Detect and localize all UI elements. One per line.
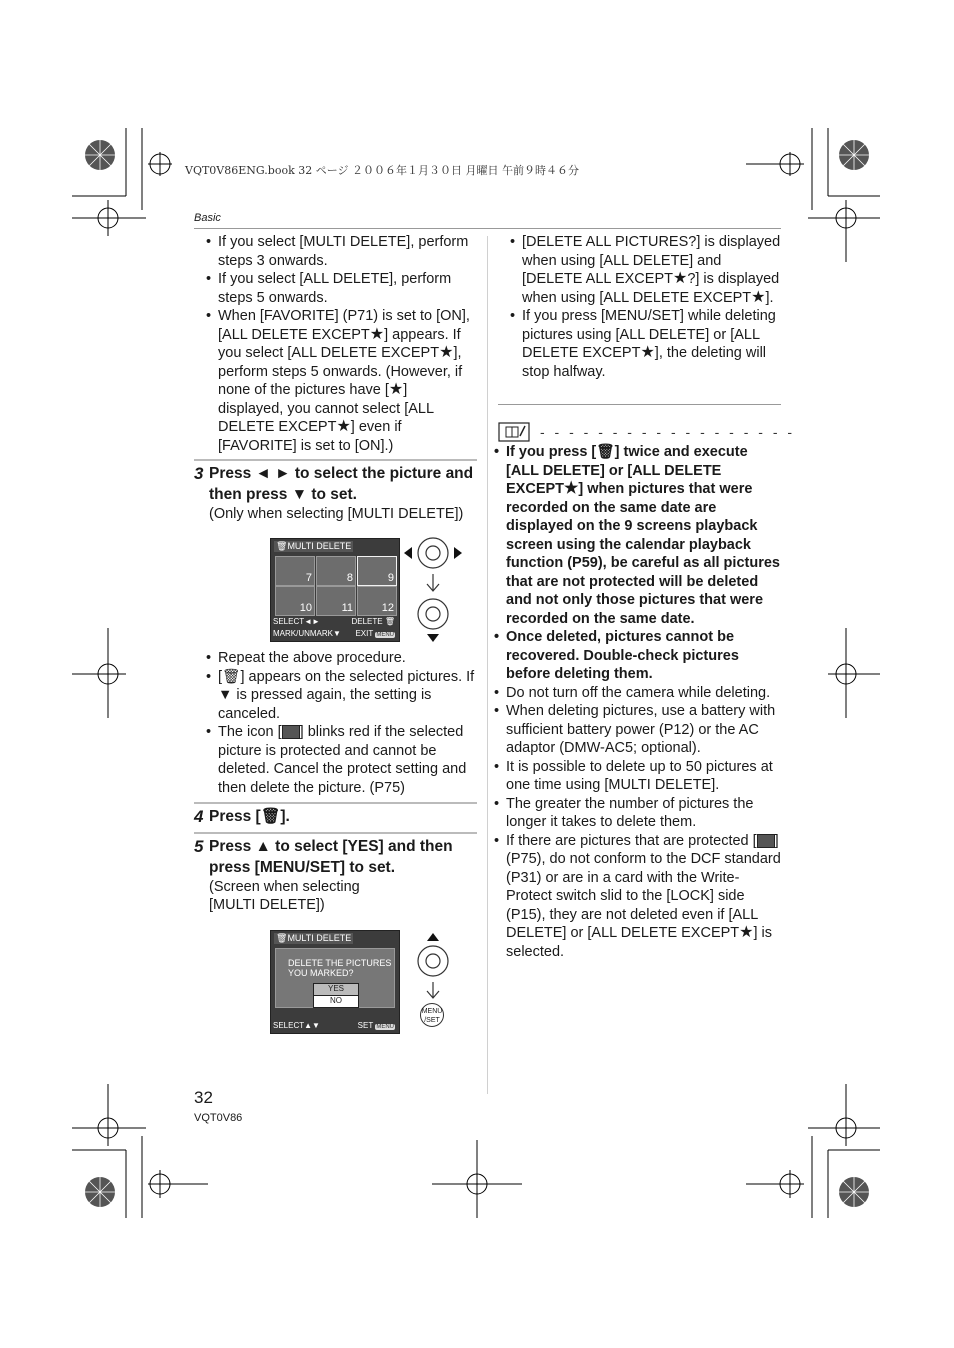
bullet-multi-delete: • If you select [MULTI DELETE], perform steps 3 onwards. — [206, 233, 476, 270]
multi-delete-screen — [270, 538, 400, 642]
notes-divider — [498, 404, 781, 405]
screen-title: 🗑MULTI DELETE — [276, 541, 352, 551]
thumbnail[interactable]: 12 — [357, 586, 397, 616]
note-protected: • If there are pictures that are protected [ ] (P75), do not conform to the DCF standard (P31) or are in a card with the Write-Protect switch slid to the [LOCK] side (P15), they are not deleted even if [ALL DELETE] or [ALL DELETE EXCEPT★] is selected. — [494, 832, 782, 962]
screen-mark-label: MARK/UNMARK▼ — [273, 629, 341, 638]
step-divider — [194, 832, 477, 834]
protect-icon — [757, 834, 775, 848]
model-code: VQT0V86 — [194, 1112, 243, 1124]
note-icon — [498, 422, 530, 442]
star-icon: ★ — [739, 924, 754, 941]
thumbnail[interactable]: 9 — [357, 556, 397, 586]
step-3-instruction: Press ◄ ► to select the picture and then press ▼ to set. — [209, 465, 474, 503]
screen-delete-label: DELETE 🗑 — [351, 617, 395, 626]
thumbnail[interactable]: 7 — [275, 556, 315, 586]
star-icon: ★ — [672, 270, 688, 287]
bullet-favorite: • When [FAVORITE] (P71) is set to [ON], [ALL DELETE EXCEPT★] appears. If you select [ALL DELETE EXCEPT★], perform steps 5 onwards. (However, if none of the pictures have [★] displayed, you cannot select [ALL DELETE EXCEPT★] even if [FAVORITE] is set to [ON].) — [206, 307, 476, 455]
step-3 — [194, 463, 477, 523]
up-button-diagram — [412, 930, 454, 1002]
star-icon: ★ — [388, 381, 404, 398]
star-icon: ★ — [640, 344, 655, 361]
step-divider — [194, 802, 477, 804]
note-time: • The greater the number of pictures the longer it takes to delete them. — [494, 795, 782, 832]
bullet-all-delete: • If you select [ALL DELETE], perform steps 5 onwards. — [206, 270, 476, 307]
screen-exit-label: EXIT MENU — [355, 629, 394, 638]
note-cannot-recover: • Once deleted, pictures cannot be recovered. Double-check pictures before deleting them. — [494, 628, 782, 684]
notes-list — [494, 443, 782, 961]
note-dashes: - - - - - - - - - - - - - - - - - - — [540, 424, 796, 440]
step-4: 4 Press [🗑]. — [194, 807, 290, 826]
note-max-50: • It is possible to delete up to 50 pictures at one time using [MULTI DELETE]. — [494, 758, 782, 795]
step-number: 5 — [194, 837, 204, 856]
protect-icon — [282, 725, 300, 739]
thumbnail[interactable]: 8 — [316, 556, 356, 586]
note-power-off: • Do not turn off the camera while deleting. — [494, 684, 782, 703]
note-battery: • When deleting pictures, use a battery with sufficient battery power (P12) or the AC adaptor (DMW-AC5; optional). — [494, 702, 782, 758]
star-icon: ★ — [369, 325, 385, 343]
step-3-note: (Only when selecting [MULTI DELETE]) — [209, 506, 464, 522]
step-5: 5 Press ▲ to select [YES] and then press [MENU/SET] to set. (Screen when selecting [MULTI DELETE]) — [194, 836, 477, 914]
trash-icon: 🗑 — [260, 808, 281, 825]
yes-option[interactable]: YES — [313, 983, 359, 996]
trash-icon: 🗑 — [596, 444, 615, 460]
step-number: 3 — [194, 464, 204, 483]
star-icon: ★ — [439, 344, 454, 361]
step-number: 4 — [194, 807, 204, 826]
page-number: 32 — [194, 1088, 213, 1107]
no-option[interactable]: NO — [313, 995, 359, 1008]
top-rule — [194, 228, 781, 229]
cursor-buttons-diagram — [402, 534, 464, 644]
thumbnail[interactable]: 10 — [275, 586, 315, 616]
screen-title: 🗑MULTI DELETE — [276, 933, 352, 943]
step-5-instruction: Press ▲ to select [YES] and then press [MENU/SET] to set. — [209, 838, 453, 876]
note-calendar-delete: • If you press [🗑] twice and execute [ALL DELETE] or [ALL DELETE EXCEPT★] when pictures that were recorded on the same date are displayed on the 9 screens playback screen using the calendar playback function (P59), be careful as all pictures that are not protected will be deleted and not only those pictures that were recorded on the same date. — [494, 443, 782, 628]
step-3-bullets: • Repeat the above procedure. • [🗑] appears on the selected pictures. If ▼ is pressed again, the setting is canceled. • The icon [ ] blinks red if the selected picture is protected and cannot be deleted. Cancel the protect setting and then delete the picture. (P75) — [206, 649, 476, 797]
trash-icon: 🗑 — [276, 541, 288, 551]
star-icon: ★ — [336, 418, 351, 435]
delete-confirm-screen — [270, 930, 400, 1034]
column-divider — [487, 236, 488, 1094]
star-icon: ★ — [751, 288, 766, 306]
section-label: Basic — [194, 212, 221, 224]
screen-select-label: SELECT◄► — [273, 617, 320, 626]
menu-set-button: MENU /SET — [420, 1003, 444, 1027]
intro-bullets — [206, 233, 476, 455]
screen-set-label: SET MENU — [357, 1021, 394, 1030]
running-head: VQT0V86ENG.book 32 ページ ２００６年１月３０日 月曜日 午前９時４６分 — [185, 164, 579, 177]
right-bullets: • [DELETE ALL PICTURES?] is displayed when using [ALL DELETE] and [DELETE ALL EXCEPT★?] is displayed when using [ALL DELETE EXCEPT★]. • If you press [MENU/SET] while deleting pictures using [ALL DELETE] or [ALL DELETE EXCEPT★], the deleting will stop halfway. — [510, 233, 782, 381]
screen-select-label: SELECT▲▼ — [273, 1021, 320, 1030]
trash-icon: 🗑 — [276, 933, 288, 943]
trash-icon: 🗑 — [222, 668, 241, 685]
confirm-question: DELETE THE PICTURES YOU MARKED? — [288, 958, 392, 978]
star-icon: ★ — [564, 480, 579, 497]
thumbnail[interactable]: 11 — [316, 586, 356, 616]
step-divider — [194, 459, 477, 461]
